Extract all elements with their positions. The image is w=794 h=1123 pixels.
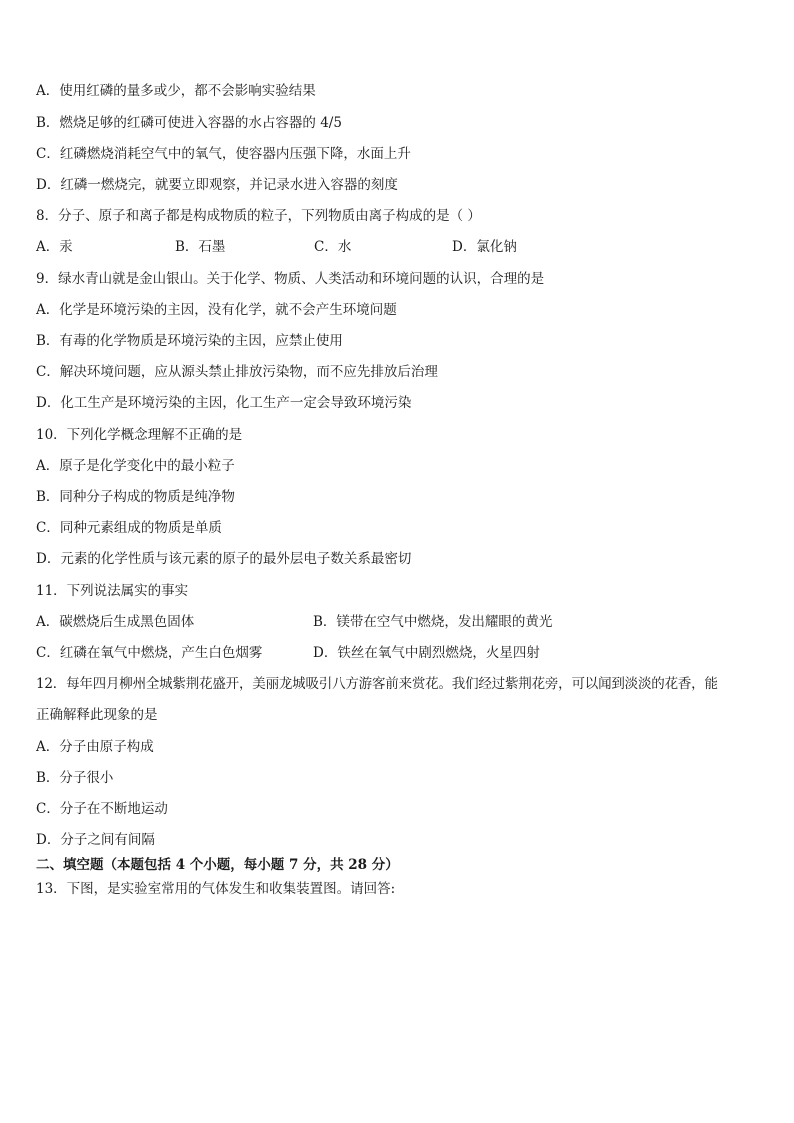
q11-stem: 11．下列说法属实的事实 — [36, 583, 189, 599]
q9-stem: 9．绿水青山就是金山银山。关于化学、物质、人类活动和环境问题的认识，合理的是 — [36, 271, 545, 287]
q10-stem: 10．下列化学概念理解不正确的是 — [36, 427, 243, 443]
q8-option-d: D．氯化钠 — [452, 239, 517, 255]
q9-option-a: A．化学是环境污染的主因，没有化学，就不会产生环境问题 — [36, 302, 397, 318]
q11-option-c: C．红磷在氧气中燃烧，产生白色烟雾 — [36, 645, 263, 661]
q8-option-c: C．水 — [314, 239, 352, 255]
q9-option-c: C．解决环境问题，应从源头禁止排放污染物，而不应先排放后治理 — [36, 364, 438, 380]
q11-option-d: D．铁丝在氧气中剧烈燃烧，火星四射 — [313, 645, 540, 661]
q7-option-c: C．红磷燃烧消耗空气中的氧气，使容器内压强下降，水面上升 — [36, 146, 411, 162]
q8-option-b: B．石墨 — [175, 239, 226, 255]
q12-option-c: C．分子在不断地运动 — [36, 801, 168, 817]
q8-option-a: A．汞 — [36, 239, 73, 255]
q10-option-d: D．元素的化学性质与该元素的原子的最外层电子数关系最密切 — [36, 551, 412, 567]
q7-option-a: A．使用红磷的量多或少，都不会影响实验结果 — [36, 83, 316, 99]
q7-option-b: B．燃烧足够的红磷可使进入容器的水占容器的 4/5 — [36, 115, 342, 131]
section-heading: 二、填空题（本题包括 4 个小题，每小题 7 分，共 28 分） — [36, 857, 399, 873]
q10-option-a: A．原子是化学变化中的最小粒子 — [36, 458, 235, 474]
q11-option-b: B．镁带在空气中燃烧，发出耀眼的黄光 — [313, 614, 553, 630]
q10-option-c: C．同种元素组成的物质是单质 — [36, 520, 222, 536]
q12-stem-line2: 正确解释此现象的是 — [36, 707, 158, 723]
q8-stem: 8．分子、原子和离子都是构成物质的粒子，下列物质由离子构成的是（ ） — [36, 208, 481, 224]
q12-stem-line1: 12．每年四月柳州全城紫荆花盛开，美丽龙城吸引八方游客前来赏花。我们经过紫荆花旁，可以闻到淡淡的花香，能 — [36, 676, 718, 692]
q9-option-b: B．有毒的化学物质是环境污染的主因，应禁止使用 — [36, 333, 343, 349]
q9-option-d: D．化工生产是环境污染的主因，化工生产一定会导致环境污染 — [36, 395, 412, 411]
q12-option-a: A．分子由原子构成 — [36, 739, 154, 755]
q10-option-b: B．同种分子构成的物质是纯净物 — [36, 489, 235, 505]
q12-option-d: D．分子之间有间隔 — [36, 832, 155, 848]
q11-option-a: A．碳燃烧后生成黑色固体 — [36, 614, 195, 630]
q13-stem: 13．下图，是实验室常用的气体发生和收集装置图。请回答: — [36, 881, 396, 897]
q7-option-d: D．红磷一燃烧完，就要立即观察，并记录水进入容器的刻度 — [36, 177, 398, 193]
q12-option-b: B．分子很小 — [36, 770, 114, 786]
